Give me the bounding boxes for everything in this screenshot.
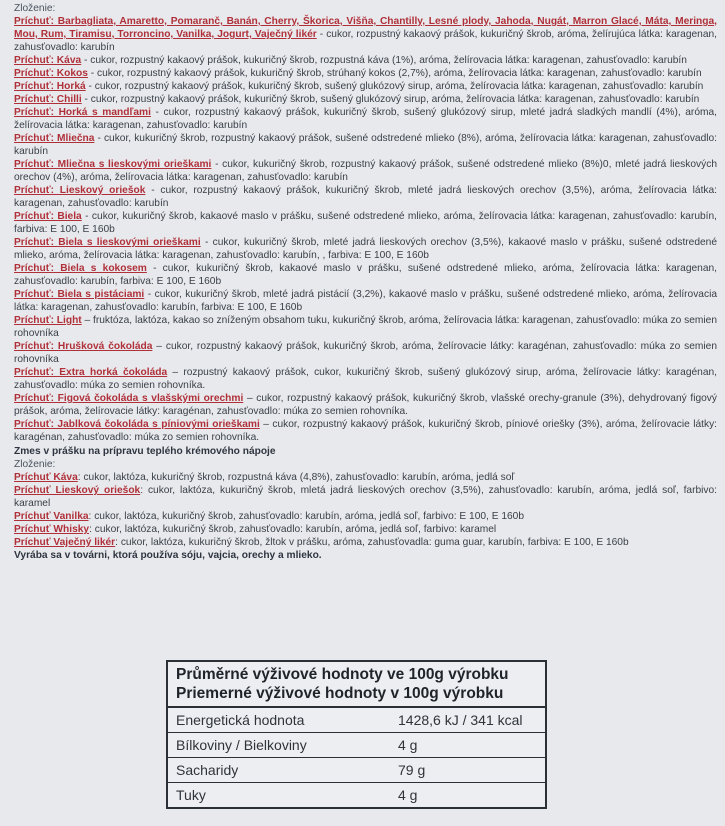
ingredient-paragraph <box>14 15 717 54</box>
ingredients-heading: Zloženie: <box>14 3 56 14</box>
ingredient-text: - cukor, rozpustný kakaový prášok, kukuričný škrob, mleté jadrá lieskových orechov (3,5%), aróma, želírovacia látka: karagenan, zahusťovadlo: karubín <box>14 185 717 209</box>
nutrition-value: 4 g <box>398 787 418 803</box>
flavor-name: Príchuť: Biela <box>14 211 82 222</box>
nutrition-row <box>168 758 545 783</box>
ingredient-paragraph <box>14 67 717 80</box>
flavor-name: Príchuť: Mliečna s lieskovými orieškami <box>14 159 212 170</box>
ingredient-paragraph <box>14 106 717 132</box>
ingredient-text: - cukor, kukuričný škrob, mleté jadrá pistácií (3,2%), kakaové maslo v prášku, sušené odstredené mlieko, aróma, želírovacia látka: karagenan, zahusťovadlo: karubín, farbiva: E 100, E 160b <box>14 289 718 313</box>
drink-ingredient-text: : cukor, laktóza, kukuričný škrob, mletá jadrá lieskových orechov (3,5%), zahusťovadlo: karubín, aróma, jedlá soľ, farbivo: karamel <box>14 485 717 509</box>
flavor-name: Príchuť: Horká s mandľami <box>14 107 151 118</box>
nutrition-label: Energetická hodnota <box>176 712 305 728</box>
ingredient-text: – rozpustný kakaový prášok, cukor, kukuričný škrob, sušený glukózový sirup, aróma, želírovacie látky: karagénan, zahusťovadlo: múka zo semien rohovníka. <box>14 367 718 391</box>
ingredient-paragraph <box>14 184 717 210</box>
nutrition-value: 1428,6 kJ / 341 kcal <box>398 712 523 728</box>
flavor-name: Príchuť: Kokos <box>14 68 88 79</box>
drink-title: Zmes v prášku na prípravu teplého krémového nápoje <box>14 446 276 457</box>
ingredient-paragraph <box>14 392 717 418</box>
ingredient-text: - cukor, kukuričný škrob, rozpustný kakaový prášok, sušené odstredené mlieko (8%), aróma, želírovacia látka: karagenan, zahusťovadlo: karubín <box>14 133 718 157</box>
flavor-name: Príchuť: Light <box>14 315 82 326</box>
ingredient-text: - cukor, kukuričný škrob, mleté jadrá lieskových orechov (3,5%), kakaové maslo v prášku, sušené odstredené mlieko, aróma, želírovacia látka: karagenan, zahusťovadlo: karubín, , farbiva: E 100, E 160b <box>14 237 718 261</box>
flavor-name: Príchuť: Lieskový oriešok <box>14 185 146 196</box>
flavor-name: Príchuť: Extra horká čokoláda <box>14 367 168 378</box>
nutrition-row <box>168 733 545 758</box>
ingredient-paragraph <box>14 366 717 392</box>
nutrition-value: 4 g <box>398 737 418 753</box>
drink-flavor-name: Príchuť Lieskový oriešok <box>14 485 141 496</box>
flavor-name: Príchuť: Biela s kokosem <box>14 263 147 274</box>
ingredient-paragraph <box>14 80 717 93</box>
drink-flavor-name: Príchuť Whisky <box>14 524 90 535</box>
ingredient-text: – fruktóza, laktóza, kakao so zníženým obsahom tuku, kukuričný škrob, aróma, želírovacia látka: karagenan, zahusťovadlo: múka zo semien rohovníka <box>14 315 717 339</box>
drink-paragraph <box>14 510 717 523</box>
drink-paragraph <box>14 471 717 484</box>
flavor-name: Príchuť: Mliečna <box>14 133 95 144</box>
ingredient-paragraph <box>14 236 717 262</box>
ingredient-paragraph <box>14 314 717 340</box>
flavor-name: Príchuť: Figová čokoláda s vlašskými orechmi <box>14 393 244 404</box>
ingredient-text: - cukor, kukuričný škrob, rozpustný kakaový prášok, sušené odstredené mlieko (8%)0, mleté jadrá lieskových orechov (4%), aróma, želírovacia látka: karagenan, zahusťovadlo: karubín <box>14 159 717 183</box>
drink-flavor-name: Príchuť Vanilka <box>14 511 89 522</box>
drink-ingredient-text: : cukor, laktóza, kukuričný škrob, rozpustná káva (4,8%), zahusťovadlo: karubín, aróma, jedlá soľ <box>77 472 515 483</box>
drink-flavor-name: Príchuť Vaječný likér <box>14 537 116 548</box>
drink-paragraph <box>14 484 717 510</box>
ingredient-text: - cukor, rozpustný kakaový prášok, kukuričný škrob, sušený glukózový sirup, aróma, želírovacia látka: karagenan, zahusťovadlo: karubín <box>81 94 700 105</box>
drink-ingredient-text: : cukor, laktóza, kukuričný škrob, žltok v prášku, aróma, zahusťovadla: guma guar, karubín, farbiva: E 100, E 160b <box>115 537 629 548</box>
ingredient-text: - cukor, kukuričný škrob, kakaové maslo v prášku, sušené odstredené mlieko, aróma, želírovacia látka: karagenan, zahusťovadlo: karubín, farbiva: E 100, E 160b <box>14 263 717 287</box>
ingredient-text: - cukor, rozpustný kakaový prášok, kukuričný škrob, rozpustná káva (1%), aróma, želírovacia látka: karagenan, zahusťovadlo: karubín <box>81 55 687 66</box>
ingredient-paragraph <box>14 262 717 288</box>
ingredient-paragraph <box>14 288 717 314</box>
nutrition-row <box>168 783 545 807</box>
flavor-name: Príchuť: Hrušková čokoláda <box>14 341 153 352</box>
ingredient-text: – cukor, rozpustný kakaový prášok, kukuričný škrob, vlašské orechy-granule (3%), dehydrovaný figový prášok, aróma, želírovacie látky: karagénan, zahusťovadlo: múka zo semien rohovníka. <box>14 393 717 417</box>
nutrition-table <box>166 660 547 809</box>
drink-ingredient-text: : cukor, laktóza, kukuričný škrob, zahusťovadlo: karubín, aróma, jedlá soľ, farbivo: karamel <box>89 524 497 535</box>
ingredient-text: - cukor, rozpustný kakaový prášok, kukuričný škrob, sušený glukózový sirup, aróma, želírovacia látka: karagenan, zahusťovadlo: karubín <box>85 81 704 92</box>
ingredient-text: - cukor, rozpustný kakaový prášok, kukuričný škrob, strúhaný kokos (2,7%), aróma, želírovacia látka: karagenan, zahusťovadlo: karubín <box>87 68 702 79</box>
ingredient-paragraph <box>14 132 717 158</box>
flavor-name: Príchuť: Barbagliata, Amaretto, Pomaranč, Banán, Cherry, Škorica, Višňa, Chantilly, Lesné plody, Jahoda, Nugát, Marron Glacé, Máta, Meringa, Mou, Rum, Tiramisu, Torroncino, Vanilka, Jogurt, Vaječný likér <box>14 16 717 40</box>
nutrition-value: 79 g <box>398 762 426 778</box>
ingredient-text: - cukor, rozpustný kakaový prášok, kukuričný škrob, sušený glukózový sirup, mleté jadrá sladkých mandlí (4%), aróma, želírovacia látka: karagenan, zahusťovadlo: karubín <box>14 107 717 131</box>
flavor-name: Príchuť: Biela s lieskovými orieškami <box>14 237 201 248</box>
ingredient-paragraph <box>14 210 717 236</box>
drink-ingredient-text: : cukor, laktóza, kukuričný škrob, zahusťovadlo: karubín, aróma, jedlá soľ, farbivo: E 100, E 160b <box>88 511 524 522</box>
nutrition-label: Tuky <box>176 787 206 803</box>
factory-allergen-note: Vyrába sa v továrni, ktorá používa sóju, vajcia, orechy a mlieko. <box>14 550 322 561</box>
ingredient-paragraph <box>14 418 717 444</box>
flavor-name: Príchuť: Jablková čokoláda s píniovými orieškami <box>14 419 260 430</box>
flavor-name: Príchuť: Biela s pistáciami <box>14 289 145 300</box>
ingredient-text: - cukor, rozpustný kakaový prášok, kukuričný škrob, aróma, želírujúca látka: karagenan, zahusťovadlo: karubín <box>14 29 717 53</box>
ingredient-text: – cukor, rozpustný kakaový prášok, kukuričný škrob, píniové oriešky (3%), aróma, želírovacie látky: karagénan, zahusťovadlo: múka zo semien rohovníka. <box>14 419 717 443</box>
nutrition-label: Sacharidy <box>176 762 239 778</box>
drink-ingredients-heading: Zloženie: <box>14 459 56 470</box>
nutrition-title <box>168 662 545 708</box>
flavor-name: Príchuť: Horká <box>14 81 86 92</box>
ingredients-section <box>14 2 717 562</box>
drink-paragraph <box>14 523 717 536</box>
nutrition-row <box>168 708 545 733</box>
ingredient-paragraph <box>14 158 717 184</box>
flavor-name: Príchuť: Káva <box>14 55 82 66</box>
ingredient-paragraph <box>14 340 717 366</box>
flavor-name: Príchuť: Chilli <box>14 94 82 105</box>
drink-paragraph <box>14 536 717 549</box>
nutrition-label: Bílkoviny / Bielkoviny <box>176 737 307 753</box>
ingredient-text: - cukor, kukuričný škrob, kakaové maslo v prášku, sušené odstredené mlieko, aróma, želírovacia látka: karagenan, zahusťovadlo: karubín, farbiva: E 100, E 160b <box>14 211 718 235</box>
drink-flavor-name: Príchuť Káva <box>14 472 78 483</box>
nutrition-title-sk: Priemerné výživové hodnoty v 100g výrobku <box>176 685 504 702</box>
nutrition-title-cz: Průměrné výživové hodnoty ve 100g výrobku <box>176 666 509 683</box>
ingredient-text: – cukor, rozpustný kakaový prášok, kukuričný škrob, aróma, želírovacie látky: karagénan, zahusťovadlo: múka zo semien rohovníka <box>14 341 717 365</box>
ingredient-paragraph <box>14 54 717 67</box>
ingredient-paragraph <box>14 93 717 106</box>
